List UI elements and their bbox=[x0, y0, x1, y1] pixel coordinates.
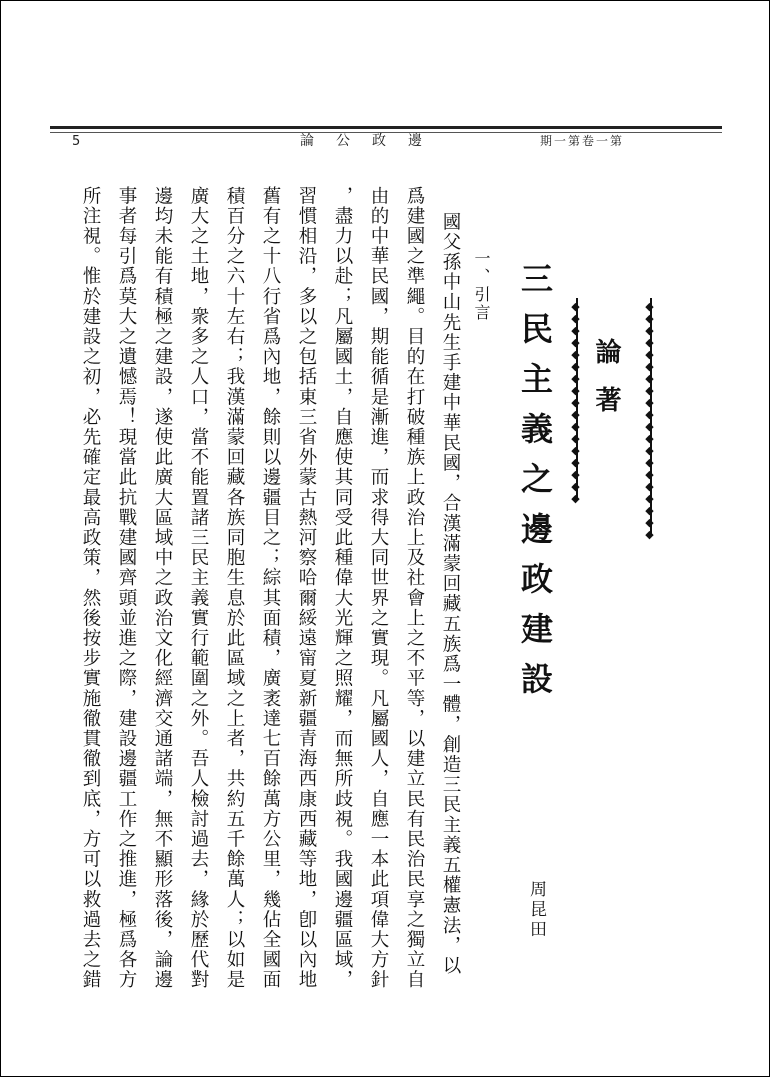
body-column: 所注視。惟於建設之初，必先確定最高政策，然後按步實施徹貫徹到底，方可以救過去之錯 bbox=[80, 186, 101, 990]
body-column: 爲建國之準繩。目的在打破種族上政治上及社會上之不平等，以建立民有民治民享之獨立自 bbox=[404, 186, 425, 990]
body-column: 事者每引爲莫大之遺憾焉！現當此抗戰建國齊頭並進之際，建設邊疆工作之推進，極爲各方 bbox=[116, 186, 137, 990]
article-title: 三民主義之邊政建設 bbox=[516, 262, 554, 712]
section-heading: 一、引言 bbox=[472, 250, 491, 322]
ornament-beads-left: ◆◆◆◆◆◆◆◆◆◆◆◆◆◆◆◆◆ bbox=[569, 300, 582, 504]
body-column: 積百分之六十左右；我漢滿蒙回藏各族同胞生息於此區域之上者，共約五千餘萬人；以如是 bbox=[224, 186, 245, 990]
page-number: 5 bbox=[72, 134, 81, 149]
body-column: 邊均未能有積極之建設，遂使此廣大區域中之政治文化經濟交通諸端，無不顯形落後，論邊 bbox=[152, 186, 173, 990]
header-rule bbox=[50, 126, 722, 129]
body-column: 廣大之土地，衆多之人口，當不能置諸三民主義實行範圍之外。吾人檢討過去，緣於歷代對 bbox=[188, 186, 209, 990]
ornament-beads-right: ◆◆◆◆◆◆◆◆◆◆◆◆◆◆◆◆◆◆◆◆ bbox=[643, 300, 656, 540]
body-column: ，盡力以赴；凡屬國土，自應使其同受此種偉大光輝之照耀，而無所歧視。我國邊疆區域， bbox=[332, 186, 353, 990]
issue-label: 第一卷第一期 bbox=[540, 134, 625, 148]
body-column: 習慣相沿，多以之包括東三省外蒙古熱河察哈爾綏遠甯夏新疆青海西康西藏等地，卽以內地 bbox=[296, 186, 317, 990]
body-column: 由的中華民國，期能循是漸進，而求得大同世界之實現。凡屬國人，自應一本此項偉大方針 bbox=[368, 186, 389, 990]
body-column: 國父孫中山先生手建中華民國，合漢滿蒙回藏五族爲一體，創造三民主義五權憲法，以 bbox=[440, 212, 461, 976]
journal-title: 邊政公論 bbox=[300, 133, 444, 149]
body-column: 舊有之十八行省爲內地，餘則以邊疆目之；綜其面積，廣袤達七百餘萬方公里，幾佔全國面 bbox=[260, 186, 281, 990]
article-author: 周昆田 bbox=[526, 880, 546, 940]
section-label: 論著 bbox=[591, 338, 621, 434]
